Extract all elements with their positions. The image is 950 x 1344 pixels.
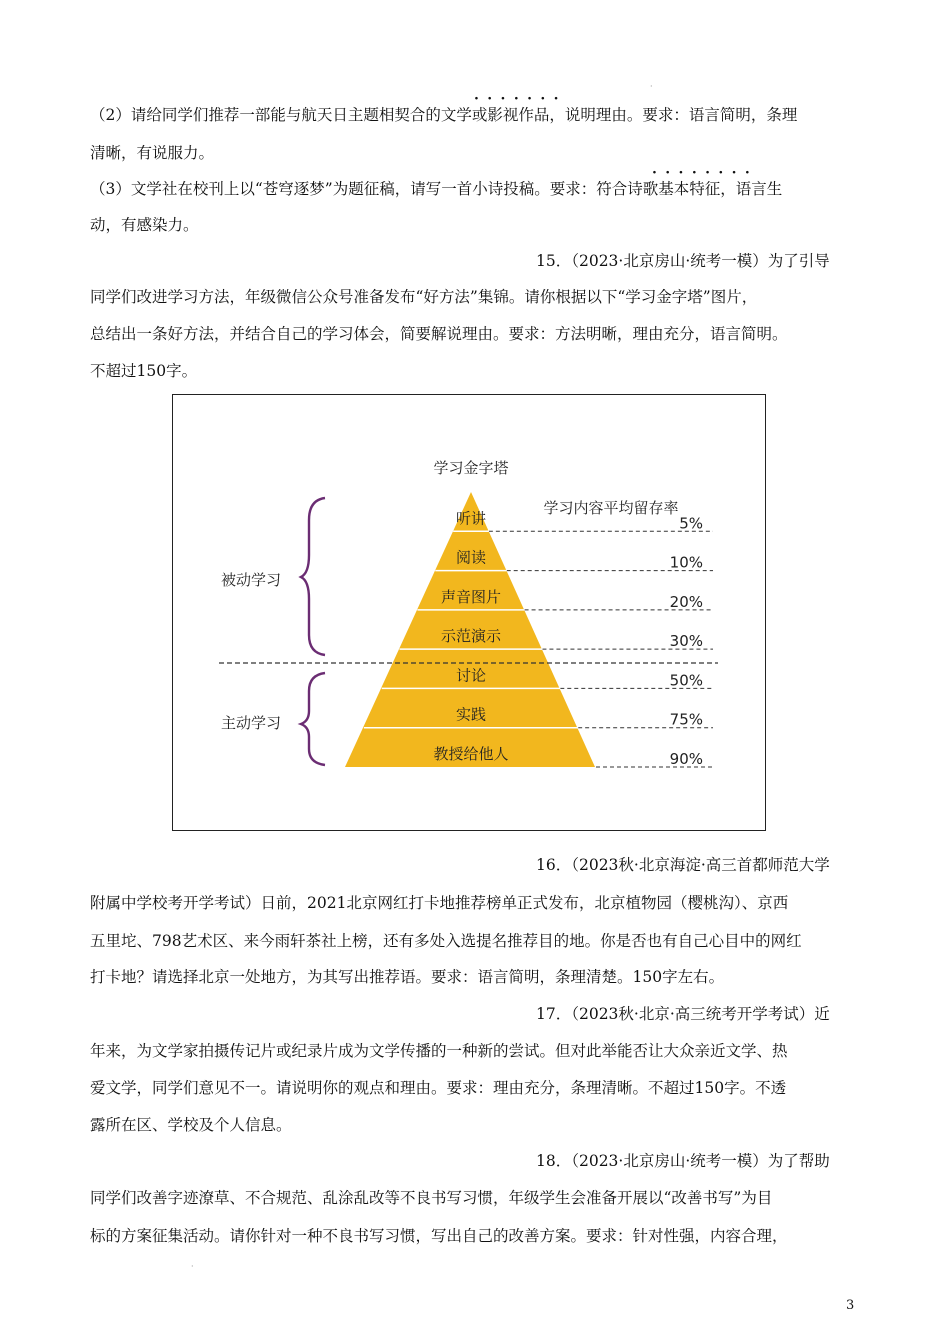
retention-rate-label: 5% (679, 514, 703, 533)
q14-part2-line2: 清晰，有说服力。 (90, 144, 215, 162)
pyramid-level-label: 示范演示 (440, 627, 502, 646)
active-learning-label: 主动学习 (220, 714, 282, 732)
q15-line3: 不超过150字。 (90, 362, 198, 380)
retention-rate-label: 30% (669, 632, 703, 651)
q17-line3: 露所在区、学校及个人信息。 (90, 1116, 292, 1134)
q15-line1: 同学们改进学习方法，年级微信公众号准备发布“好方法”集锦。请你根据以下“学习金字塔”图片， (90, 288, 758, 306)
q16-heading: 16．（2023秋·北京海淀·高三首都师范大学 (536, 856, 830, 874)
emphasis-dots: ······· (474, 91, 567, 107)
passive-brace (301, 498, 325, 655)
active-brace (301, 673, 325, 765)
retention-rate-label: 20% (669, 592, 703, 611)
scan-mark: · (191, 1262, 194, 1271)
figure-title: 学习金字塔 (433, 459, 509, 477)
retention-rate-label: 75% (669, 710, 703, 729)
retention-rate-label: 10% (669, 553, 703, 572)
pyramid-level-label: 教授给他人 (433, 745, 509, 763)
retention-rate-label: 50% (669, 671, 703, 690)
page-number: 3 (846, 1298, 855, 1313)
learning-pyramid-figure (172, 394, 766, 831)
q14-part3-line1: （3）文学社在校刊上以“苍穹逐梦”为题征稿，请写一首小诗投稿。要求：符合诗歌基本特征，语言生 (90, 180, 783, 198)
q16-line1: 附属中学校考开学考试）日前，2021北京网红打卡地推荐榜单正式发布，北京植物园（樱桃沟）、京西 (90, 894, 789, 912)
q16-line2: 五里坨、798艺术区、来今雨轩茶社上榜，还有多处入选提名推荐目的地。你是否也有自己心目中的网红 (90, 932, 802, 950)
passive-learning-label: 被动学习 (220, 571, 282, 589)
q18-heading: 18．（2023·北京房山·统考一模）为了帮助 (536, 1152, 830, 1170)
retention-rate-label: 90% (669, 750, 703, 768)
pyramid-level-label: 实践 (455, 705, 487, 724)
q16-line3: 打卡地？请选择北京一处地方，为其写出推荐语。要求：语言简明，条理清楚。150字左右。 (90, 968, 725, 986)
q17-line2: 爱文学，同学们意见不一。请说明你的观点和理由。要求：理由充分，条理清晰。不超过150字。不透 (90, 1079, 787, 1097)
q18-line2: 标的方案征集活动。请你针对一种不良书写习惯，写出自己的改善方案。要求：针对性强，内容合理， (90, 1227, 788, 1245)
q17-line1: 年来，为文学家拍摄传记片或纪录片成为文学传播的一种新的尝试。但对此举能否让大众亲近文学、热 (90, 1042, 788, 1060)
q14-part3-line2: 动，有感染力。 (90, 216, 199, 234)
pyramid-level-label: 讨论 (455, 666, 487, 685)
pyramid-level-label: 听讲 (455, 509, 487, 528)
q15-heading: 15．（2023·北京房山·统考一模）为了引导 (536, 252, 830, 270)
scan-mark: · (650, 82, 653, 91)
emphasis-dots: ········ (652, 165, 759, 181)
q17-heading: 17．（2023秋·北京·高三统考开学考试）近 (536, 1005, 830, 1023)
q14-part2-line1: （2）请给同学们推荐一部能与航天日主题相契合的文学或影视作品，说明理由。要求：语言简明，条理 (90, 106, 798, 124)
q18-line1: 同学们改善字迹潦草、不合规范、乱涂乱改等不良书写习惯，年级学生会准备开展以“改善书写”为目 (90, 1189, 773, 1207)
q15-line2: 总结出一条好方法，并结合自己的学习体会，简要解说理由。要求：方法明晰，理由充分，语言简明。 (90, 325, 788, 343)
pyramid-level-label: 阅读 (455, 548, 487, 567)
rate-header: 学习内容平均留存率 (543, 499, 679, 517)
pyramid-level-label: 声音图片 (440, 587, 502, 606)
